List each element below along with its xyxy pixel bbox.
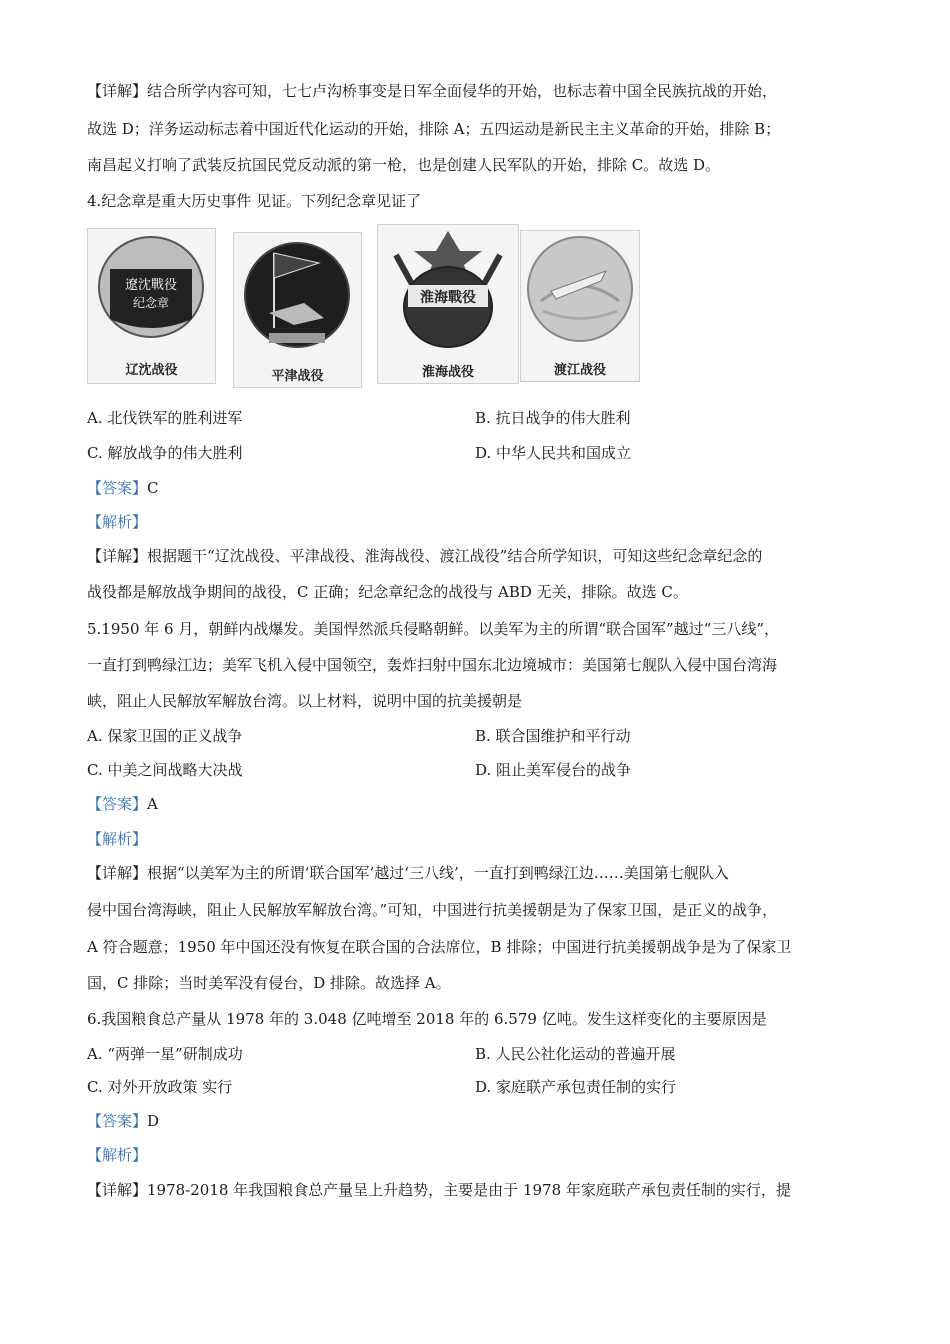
badge-pingjin-graphic	[234, 233, 361, 387]
q4-option-a: A. 北伐铁军的胜利进军	[87, 409, 243, 427]
q6-detail-line-1: 【详解】1978-2018 年我国粮食总产量呈上升趋势，主要是由于 1978 年家庭联产承包责任制的实行，提	[87, 1181, 791, 1199]
q5-option-a: A. 保家卫国的正义战争	[87, 727, 243, 745]
q5-stem-line-3: 峡，阻止人民解放军解放台湾。以上材料，说明中国的抗美援朝是	[87, 692, 523, 710]
q3-detail-line-2: 故选 D；洋务运动标志着中国近代化运动的开始，排除 A；五四运动是新民主主义革命的开始，排除 B；	[87, 120, 781, 138]
q5-analysis-label: 【解析】	[87, 830, 148, 848]
q5-stem-line-1: 5.1950 年 6 月，朝鲜内战爆发。美国悍然派兵侵略朝鲜。以美军为主的所谓“联合国军”越过“三八线”，	[87, 620, 780, 638]
q6-option-a: A. “两弹一星”研制成功	[87, 1045, 243, 1063]
badge-liaoshen-inscription-2: 纪念章	[132, 296, 170, 310]
q5-option-d: D. 阻止美军侵台的战争	[475, 761, 632, 779]
q5-detail-line-3: A 符合题意；1950 年中国还没有恢复在联合国的合法席位，B 排除；中国进行抗美援朝战争是为了保家卫	[87, 938, 792, 956]
badge-pingjin-caption: 平津战役	[271, 369, 324, 384]
q5-answer-value: A	[147, 795, 158, 813]
q4-answer-value: C	[147, 479, 159, 497]
q6-option-c: C. 对外开放政策 实行	[87, 1078, 233, 1096]
q4-option-b: B. 抗日战争的伟大胜利	[475, 409, 631, 427]
q4-option-d: D. 中华人民共和国成立	[475, 444, 632, 462]
badge-dujiang-image	[520, 230, 640, 382]
q4-answer	[87, 477, 159, 499]
badge-huaihai-inscription: 淮海戰役	[420, 290, 476, 306]
q6-answer	[87, 1110, 159, 1132]
q6-answer-value: D	[147, 1112, 160, 1130]
q4-option-c: C. 解放战争的伟大胜利	[87, 444, 243, 462]
q5-answer	[87, 793, 158, 815]
q3-detail-line-1: 【详解】结合所学内容可知，七七卢沟桥事变是日军全面侵华的开始，也标志着中国全民族抗战的开始，	[87, 82, 778, 100]
badge-huaihai-image	[377, 224, 519, 384]
q5-option-b: B. 联合国维护和平行动	[475, 727, 631, 745]
badge-pingjin-image	[233, 232, 362, 388]
q5-detail-line-1: 【详解】根据“以美军为主的所谓‘联合国军’越过‘三八线’，一直打到鸭绿江边……美国第七舰队入	[87, 864, 729, 882]
q4-detail-line-2: 战役都是解放战争期间的战役，C 正确；纪念章纪念的战役与 ABD 无关，排除。故选 C。	[87, 583, 688, 601]
q4-stem: 4.纪念章是重大历史事件 见证。下列纪念章见证了	[87, 192, 422, 210]
badge-liaoshen-caption: 辽沈战役	[125, 363, 178, 378]
q4-analysis-label: 【解析】	[87, 513, 148, 531]
badge-liaoshen-inscription-1: 遼沈戰役	[124, 278, 178, 293]
q4-detail-line-1: 【详解】根据题干“辽沈战役、平津战役、淮海战役、渡江战役”结合所学知识，可知这些纪念章纪念的	[87, 547, 763, 565]
badge-dujiang-caption: 渡江战役	[553, 363, 606, 378]
q5-detail-line-2: 侵中国台湾海峡，阻止人民解放军解放台湾。”可知，中国进行抗美援朝是为了保家卫国，是正义的战争，	[87, 901, 778, 919]
q6-answer-label: 【答案】	[87, 1112, 148, 1130]
q6-option-d: D. 家庭联产承包责任制的实行	[475, 1078, 677, 1096]
q5-stem-line-2: 一直打到鸭绿江边；美军飞机入侵中国领空，轰炸扫射中国东北边境城市：美国第七舰队入侵中国台湾海	[87, 656, 778, 674]
q3-detail-line-3: 南昌起义打响了武装反抗国民党反动派的第一枪，也是创建人民军队的开始，排除 C。故选 D。	[87, 156, 721, 174]
badge-huaihai-caption: 淮海战役	[421, 365, 474, 380]
q5-option-c: C. 中美之间战略大决战	[87, 761, 243, 779]
q6-option-b: B. 人民公社化运动的普遍开展	[475, 1045, 676, 1063]
q6-analysis-label: 【解析】	[87, 1146, 148, 1164]
q5-detail-line-4: 国，C 排除；当时美军没有侵台，D 排除。故选择 A。	[87, 974, 451, 992]
q5-answer-label: 【答案】	[87, 795, 148, 813]
q6-stem: 6.我国粮食总产量从 1978 年的 3.048 亿吨增至 2018 年的 6.579 亿吨。发生这样变化的主要原因是	[87, 1010, 767, 1028]
badge-liaoshen-image	[87, 228, 216, 384]
q4-answer-label: 【答案】	[87, 479, 148, 497]
badge-huaihai-graphic	[378, 225, 518, 383]
